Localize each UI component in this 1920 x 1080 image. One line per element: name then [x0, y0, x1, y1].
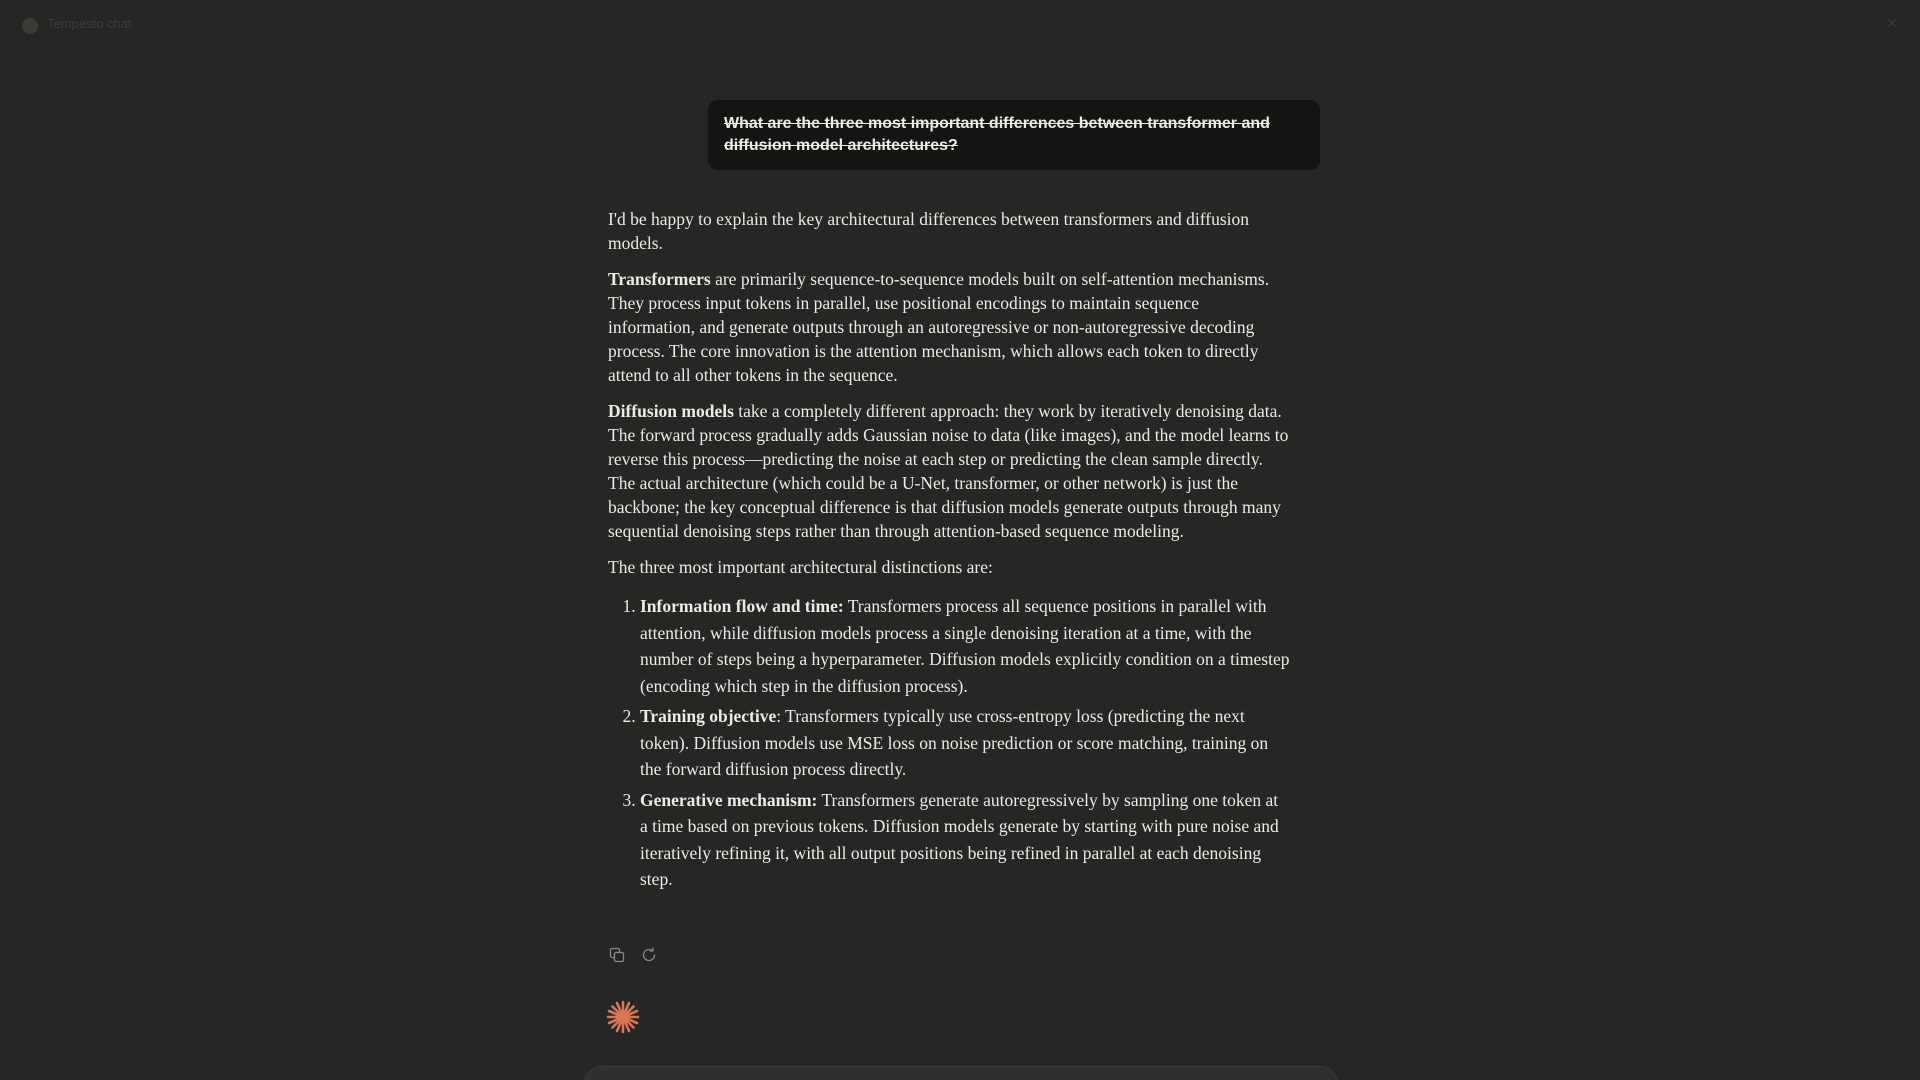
list-item-term: Training objective	[640, 706, 777, 726]
transformers-paragraph	[608, 267, 1290, 387]
list-item-term: Information flow and time:	[640, 596, 844, 616]
diffusion-term: Diffusion models	[608, 401, 734, 421]
user-message-bubble	[708, 100, 1320, 170]
list-item-text: : Transformers typically use cross-entropy loss (predicting the next token). Diffusion models use MSE loss on noise prediction or score matching, training on the forward diffusion process directly.	[640, 706, 1269, 779]
assistant-message	[608, 207, 1290, 897]
assistant-spark-icon	[606, 1000, 640, 1034]
copy-icon[interactable]	[608, 946, 626, 964]
diffusion-text: take a completely different approach: they work by iteratively denoising data. The forward process gradually adds Gaussian noise to data (like images), and the model learns to reverse this process—predicting the noise at each step or predicting the clean sample directly. The actual architecture (which could be a U-Net, transformer, or other network) is just the backbone; the key conceptual difference is that diffusion models generate outputs through many sequential denoising steps rather than through attention-based sequence modeling.	[608, 401, 1289, 541]
list-item-term: Generative mechanism:	[640, 789, 818, 810]
diffusion-paragraph	[608, 399, 1290, 543]
message-composer[interactable]	[584, 1066, 1338, 1080]
list-item-text: Transformers process all sequence positions in parallel with attention, while diffusion models process a single denoising iteration at a time, with the number of steps being a hyperparameter. Diffusion models explicitly condition on a timestep (encoding which step in the diffusion process).	[640, 596, 1290, 696]
list-intro: The three most important architectural distinctions are:	[608, 557, 993, 577]
app-title: Tempesto chat	[47, 16, 132, 31]
distinctions-list	[608, 593, 1290, 893]
transformers-term: Transformers	[608, 269, 711, 289]
transformers-text: are primarily sequence-to-sequence models built on self-attention mechanisms. They process input tokens in parallel, use positional encodings to maintain sequence information, and generate outputs through an autoregressive or non-autoregressive decoding process. The core innovation is the attention mechanism, which allows each token to directly attend to all other tokens in the sequence.	[608, 269, 1270, 385]
user-message-text: What are the three most important differences between transformer and diffusion model architectures?	[724, 115, 1270, 154]
title-bar	[0, 0, 1920, 48]
close-icon[interactable]: ✕	[1886, 16, 1898, 32]
list-item-text: Transformers generate autoregressively by sampling one token at a time based on previous tokens. Diffusion models generate by starting with pure noise and iteratively refining it, with all output positions being refined in parallel at each denoising step.	[640, 789, 1279, 889]
app-logo-icon	[22, 18, 38, 34]
list-item	[640, 703, 1290, 783]
list-item	[640, 787, 1290, 893]
intro-paragraph: I'd be happy to explain the key architectural differences between transformers and diffusion models.	[608, 209, 1250, 253]
retry-icon[interactable]	[640, 946, 658, 964]
list-item	[640, 593, 1290, 699]
